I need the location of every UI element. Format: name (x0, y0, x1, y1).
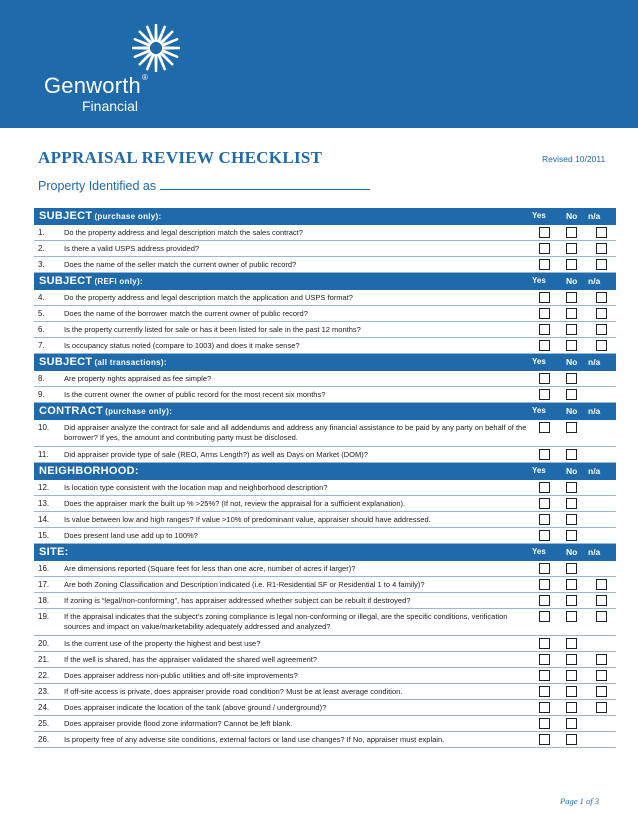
no-checkbox[interactable] (566, 449, 577, 460)
no-checkbox[interactable] (566, 670, 577, 681)
checklist-row (34, 716, 616, 732)
item-question: If off-site access is private, does appraiser provide road condition? Must be at least average condition. (64, 687, 403, 696)
checklist-row (34, 241, 616, 257)
column-na: n/a (588, 357, 601, 367)
no-checkbox[interactable] (566, 422, 577, 433)
yes-checkbox[interactable] (539, 498, 550, 509)
item-question: Is the property currently listed for sale or has it been listed for sale in the past 12 months? (64, 325, 361, 334)
item-question: Does the appraiser mark the built up % >25%? (If not, review the appraisal for a sufficient explanation). (64, 499, 406, 508)
column-na: n/a (588, 466, 601, 476)
column-yes: Yes (532, 357, 546, 366)
checklist-row (34, 609, 616, 636)
item-question: Does the name of the borrower match the current owner of public record? (64, 309, 308, 318)
item-question: If the appraisal indicates that the subject’s zoning compliance is legal non-conforming or illegal, are the specific conditions, verification sources and impact on value/marketability adequately addressed and analyzed? (64, 612, 508, 631)
yes-checkbox[interactable] (539, 702, 550, 713)
checklist-row (34, 577, 616, 593)
section-title: SITE: (39, 546, 69, 558)
yes-checkbox[interactable] (539, 389, 550, 400)
item-number: 14. (38, 515, 50, 524)
na-checkbox[interactable] (596, 670, 607, 681)
item-number: 25. (38, 719, 50, 728)
page-number: Page 1 of 3 (560, 796, 599, 806)
column-yes: Yes (532, 211, 546, 220)
page-title: APPRAISAL REVIEW CHECKLIST (38, 148, 323, 167)
item-number: 8. (38, 374, 45, 383)
yes-checkbox[interactable] (539, 579, 550, 590)
checklist-row (34, 528, 616, 544)
no-checkbox[interactable] (566, 718, 577, 729)
yes-checkbox[interactable] (539, 686, 550, 697)
no-checkbox[interactable] (566, 702, 577, 713)
no-checkbox[interactable] (566, 227, 577, 238)
na-checkbox[interactable] (596, 686, 607, 697)
item-number: 4. (38, 293, 45, 302)
no-checkbox[interactable] (566, 259, 577, 270)
item-number: 16. (38, 564, 50, 573)
column-no: No (566, 547, 578, 557)
item-number: 2. (38, 244, 45, 253)
item-question: Does appraiser indicate the location of the tank (above ground / underground)? (64, 703, 327, 712)
no-checkbox[interactable] (566, 292, 577, 303)
starburst-icon (126, 18, 186, 78)
no-checkbox[interactable] (566, 243, 577, 254)
checklist-row (34, 593, 616, 609)
yes-checkbox[interactable] (539, 638, 550, 649)
item-number: 13. (38, 499, 50, 508)
yes-checkbox[interactable] (539, 227, 550, 238)
section-title: SUBJECT (purchase only): (39, 210, 162, 222)
item-question: Did appraiser provide type of sale (REO, Arms Length?) as well as Days on Market (DOM)? (64, 450, 368, 459)
checklist-row (34, 225, 616, 241)
item-question: Is value between low and high ranges? If value >10% of predominant value, appraiser should have addressed. (64, 515, 431, 524)
na-checkbox[interactable] (596, 702, 607, 713)
checklist-row (34, 496, 616, 512)
no-checkbox[interactable] (566, 373, 577, 384)
section-title: CONTRACT (purchase only): (39, 405, 173, 417)
item-question: Is there a valid USPS address provided? (64, 244, 200, 253)
checklist-row (34, 668, 616, 684)
yes-checkbox[interactable] (539, 482, 550, 493)
property-identified-field[interactable]: Property Identified as (38, 179, 370, 193)
checklist-row (34, 420, 616, 447)
checklist-row (34, 700, 616, 716)
na-checkbox[interactable] (596, 324, 607, 335)
no-checkbox[interactable] (566, 734, 577, 745)
no-checkbox[interactable] (566, 308, 577, 319)
no-checkbox[interactable] (566, 482, 577, 493)
no-checkbox[interactable] (566, 563, 577, 574)
yes-checkbox[interactable] (539, 654, 550, 665)
item-question: Does appraiser address non-public utilities and off-site improvements? (64, 671, 298, 680)
na-checkbox[interactable] (596, 259, 607, 270)
column-no: No (566, 406, 578, 416)
yes-checkbox[interactable] (539, 373, 550, 384)
yes-checkbox[interactable] (539, 514, 550, 525)
checklist-row (34, 636, 616, 652)
item-number: 1. (38, 228, 45, 237)
item-question: Is property free of any adverse site conditions, external factors or land use changes? If No, appraiser must explain. (64, 735, 445, 744)
no-checkbox[interactable] (566, 654, 577, 665)
item-question: Do the property address and legal description match the sales contract? (64, 228, 303, 237)
checklist-row (34, 387, 616, 403)
section-title: NEIGHBORHOOD: (39, 465, 139, 477)
yes-checkbox[interactable] (539, 595, 550, 606)
no-checkbox[interactable] (566, 324, 577, 335)
yes-checkbox[interactable] (539, 563, 550, 574)
section-title: SUBJECT (REFI only): (39, 275, 143, 287)
item-question: Does the name of the seller match the current owner of public record? (64, 260, 297, 269)
item-question: Does present land use add up to 100%? (64, 531, 198, 540)
na-checkbox[interactable] (596, 340, 607, 351)
yes-checkbox[interactable] (539, 670, 550, 681)
item-question: Is occupancy status noted (compare to 1003) and does it make sense? (64, 341, 300, 350)
column-no: No (566, 466, 578, 476)
item-number: 19. (38, 612, 50, 621)
section-header (34, 403, 616, 420)
property-identified-line[interactable] (160, 189, 370, 190)
checklist-row (34, 447, 616, 463)
brand-subtitle: Financial (82, 98, 139, 114)
section-title: SUBJECT (all transactions): (39, 356, 167, 368)
genworth-logo (44, 18, 164, 118)
item-number: 26. (38, 735, 50, 744)
item-question: If the well is shared, has the appraiser validated the shared well agreement? (64, 655, 318, 664)
item-number: 12. (38, 483, 50, 492)
checklist-row (34, 652, 616, 668)
column-yes: Yes (532, 466, 546, 475)
column-yes: Yes (532, 276, 546, 285)
item-number: 20. (38, 639, 50, 648)
yes-checkbox[interactable] (539, 449, 550, 460)
no-checkbox[interactable] (566, 530, 577, 541)
section-header (34, 544, 616, 561)
item-number: 11. (38, 450, 49, 459)
column-na: n/a (588, 211, 601, 221)
item-number: 3. (38, 260, 45, 269)
na-checkbox[interactable] (596, 292, 607, 303)
item-number: 21. (38, 655, 50, 664)
yes-checkbox[interactable] (539, 422, 550, 433)
checklist-row (34, 322, 616, 338)
yes-checkbox[interactable] (539, 340, 550, 351)
item-question: Did appraiser analyze the contract for sale and all addendums and address any financial assistance to be paid by any party on behalf of the borrower? If yes, the amount and contributing party must be disclosed. (64, 423, 527, 442)
item-question: Is location type consistent with the location map and neighborhood description? (64, 483, 328, 492)
na-checkbox[interactable] (596, 595, 607, 606)
checklist-row (34, 732, 616, 748)
section-header (34, 354, 616, 371)
item-number: 18. (38, 596, 50, 605)
na-checkbox[interactable] (596, 611, 607, 622)
no-checkbox[interactable] (566, 595, 577, 606)
item-question: Does appraiser provide flood zone information? Cannot be left blank. (64, 719, 293, 728)
checklist-row (34, 512, 616, 528)
column-no: No (566, 357, 578, 367)
checklist-row (34, 371, 616, 387)
item-number: 23. (38, 687, 50, 696)
item-question: Do the property address and legal description match the application and USPS format? (64, 293, 353, 302)
item-question: Is the current use of the property the highest and best use? (64, 639, 261, 648)
na-checkbox[interactable] (596, 579, 607, 590)
na-checkbox[interactable] (596, 243, 607, 254)
na-checkbox[interactable] (596, 227, 607, 238)
no-checkbox[interactable] (566, 514, 577, 525)
item-number: 6. (38, 325, 45, 334)
no-checkbox[interactable] (566, 611, 577, 622)
yes-checkbox[interactable] (539, 530, 550, 541)
column-na: n/a (588, 406, 601, 416)
brand-name: Genworth® (44, 73, 149, 98)
column-no: No (566, 211, 578, 221)
checklist-table (34, 208, 616, 748)
item-number: 15. (38, 531, 50, 540)
yes-checkbox[interactable] (539, 292, 550, 303)
item-number: 7. (38, 341, 45, 350)
item-question: Are dimensions reported (Square feet for less than one acre, number of acres if larger)? (64, 564, 356, 573)
item-number: 10. (38, 423, 50, 432)
item-question: Are both Zoning Classification and Description indicated (i.e. R1-Residential SF or Residential 1 to 4 family)? (64, 580, 425, 589)
column-yes: Yes (532, 406, 546, 415)
checklist-row (34, 257, 616, 273)
na-checkbox[interactable] (596, 308, 607, 319)
yes-checkbox[interactable] (539, 259, 550, 270)
column-no: No (566, 276, 578, 286)
yes-checkbox[interactable] (539, 324, 550, 335)
na-checkbox[interactable] (596, 654, 607, 665)
header-band (0, 0, 638, 128)
column-na: n/a (588, 547, 601, 557)
checklist-row (34, 306, 616, 322)
revised-date: Revised 10/2011 (542, 154, 606, 164)
item-number: 17. (38, 580, 50, 589)
no-checkbox[interactable] (566, 340, 577, 351)
yes-checkbox[interactable] (539, 611, 550, 622)
item-number: 9. (38, 390, 45, 399)
no-checkbox[interactable] (566, 686, 577, 697)
no-checkbox[interactable] (566, 579, 577, 590)
item-number: 5. (38, 309, 45, 318)
item-question: If zoning is “legal/non-conforming”, has appraiser addressed whether subject can be rebuilt if destroyed? (64, 596, 411, 605)
checklist-row (34, 684, 616, 700)
checklist-row (34, 290, 616, 306)
yes-checkbox[interactable] (539, 734, 550, 745)
section-header (34, 463, 616, 480)
checklist-row (34, 480, 616, 496)
yes-checkbox[interactable] (539, 718, 550, 729)
item-question: Are property rights appraised as fee simple? (64, 374, 212, 383)
item-question: Is the current owner the owner of public record for the most recent six months? (64, 390, 326, 399)
column-yes: Yes (532, 547, 546, 556)
yes-checkbox[interactable] (539, 308, 550, 319)
column-na: n/a (588, 276, 601, 286)
no-checkbox[interactable] (566, 498, 577, 509)
item-number: 24. (38, 703, 50, 712)
section-header (34, 208, 616, 225)
no-checkbox[interactable] (566, 638, 577, 649)
yes-checkbox[interactable] (539, 243, 550, 254)
item-number: 22. (38, 671, 50, 680)
no-checkbox[interactable] (566, 389, 577, 400)
checklist-row (34, 561, 616, 577)
checklist-row (34, 338, 616, 354)
section-header (34, 273, 616, 290)
